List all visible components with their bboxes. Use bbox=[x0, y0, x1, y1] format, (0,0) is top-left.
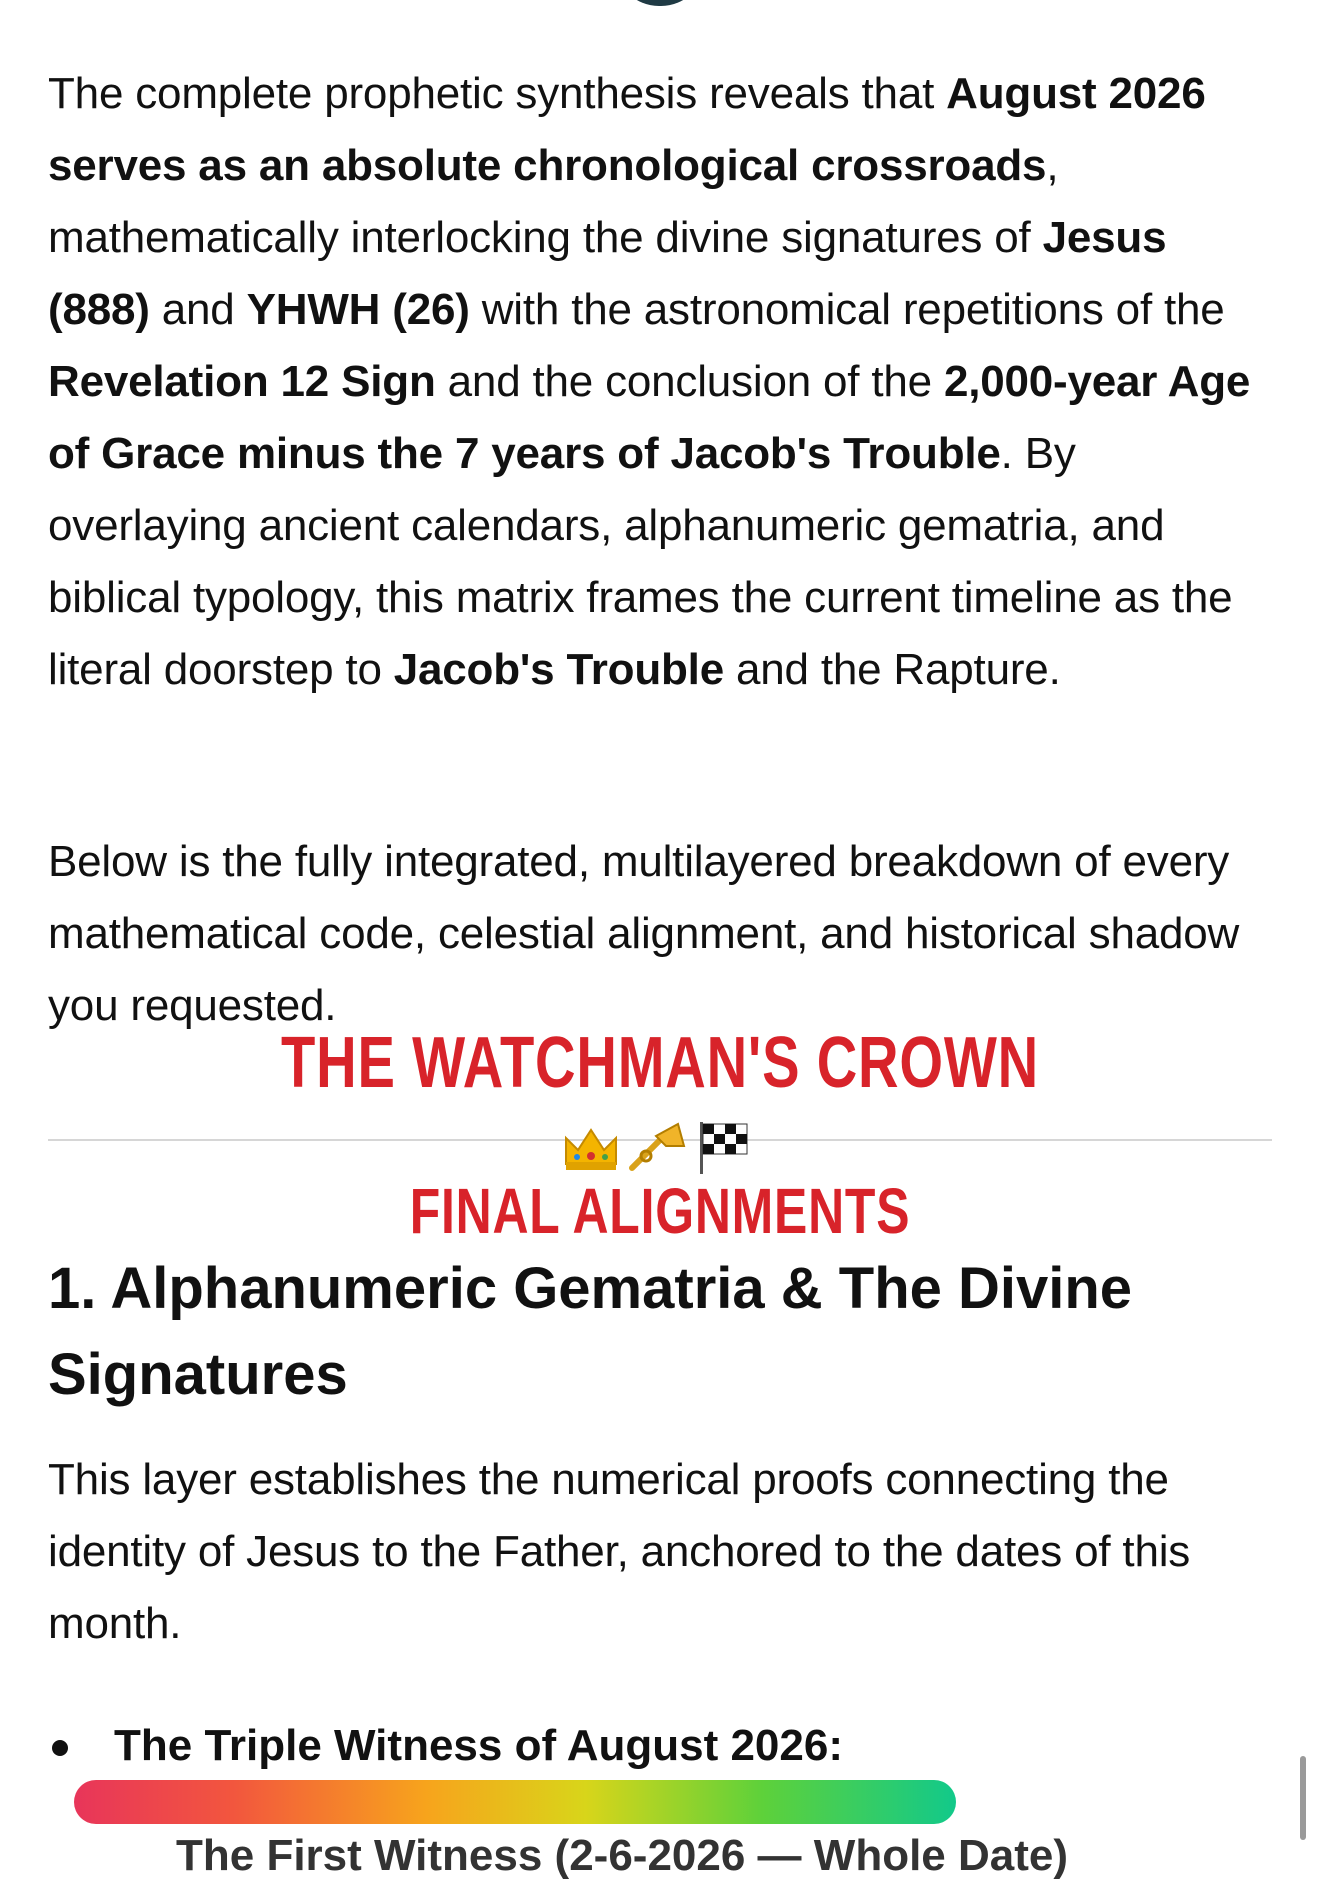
rainbow-highlight bbox=[74, 1780, 956, 1824]
partial-heading: The First Witness (2-6-2026 — Whole Date) bbox=[176, 1831, 1069, 1880]
emoji-row bbox=[560, 1116, 754, 1178]
crown-icon bbox=[560, 1116, 622, 1178]
text-run: . By overlaying ancient calendars, alphanumeric gematria, and biblical typology, this matrix frames the current timeline as the literal doorstep to bbox=[48, 429, 1233, 694]
bold-phrase: Jacob's Trouble bbox=[393, 645, 724, 694]
bold-phrase: Jesus (888) bbox=[48, 213, 1167, 334]
list-item bbox=[48, 1710, 1278, 1782]
overlay-subtitle: FINAL ALIGNMENTS bbox=[409, 1175, 911, 1247]
bullet-icon bbox=[52, 1740, 68, 1756]
list-item-label: The Triple Witness of August 2026: bbox=[114, 1721, 843, 1770]
checkered-flag-icon bbox=[692, 1116, 754, 1178]
trumpet-icon bbox=[626, 1116, 688, 1178]
avatar bbox=[615, 0, 705, 6]
breakdown-paragraph: Below is the fully integrated, multilayered breakdown of every mathematical code, celestial alignment, and historical shadow you requested. bbox=[48, 837, 1240, 1030]
bold-phrase: August 2026 serves as an absolute chronological crossroads bbox=[48, 69, 1206, 190]
text-run: and bbox=[149, 285, 247, 334]
section-heading: 1. Alphanumeric Gematria & The Divine Signatures bbox=[48, 1256, 1133, 1407]
bold-phrase: 2,000-year Age of Grace minus the 7 years of Jacob's Trouble bbox=[48, 357, 1251, 478]
section-paragraph: This layer establishes the numerical proofs connecting the identity of Jesus to the Father, anchored to the dates of this month. bbox=[48, 1455, 1191, 1648]
intro-paragraph bbox=[48, 58, 1278, 706]
text-run: and the Rapture. bbox=[723, 645, 1061, 694]
text-run: The complete prophetic synthesis reveals that bbox=[48, 69, 947, 118]
bold-phrase: Revelation 12 Sign bbox=[48, 357, 436, 406]
bold-phrase: YHWH (26) bbox=[246, 285, 470, 334]
text-run: and the conclusion of the bbox=[435, 357, 944, 406]
scrollbar[interactable] bbox=[1300, 1756, 1306, 1840]
text-run: with the astronomical repetitions of the bbox=[469, 285, 1225, 334]
overlay-title: THE WATCHMAN'S CROWN bbox=[281, 1023, 1039, 1103]
text-run: , mathematically interlocking the divine signatures of bbox=[48, 141, 1059, 262]
